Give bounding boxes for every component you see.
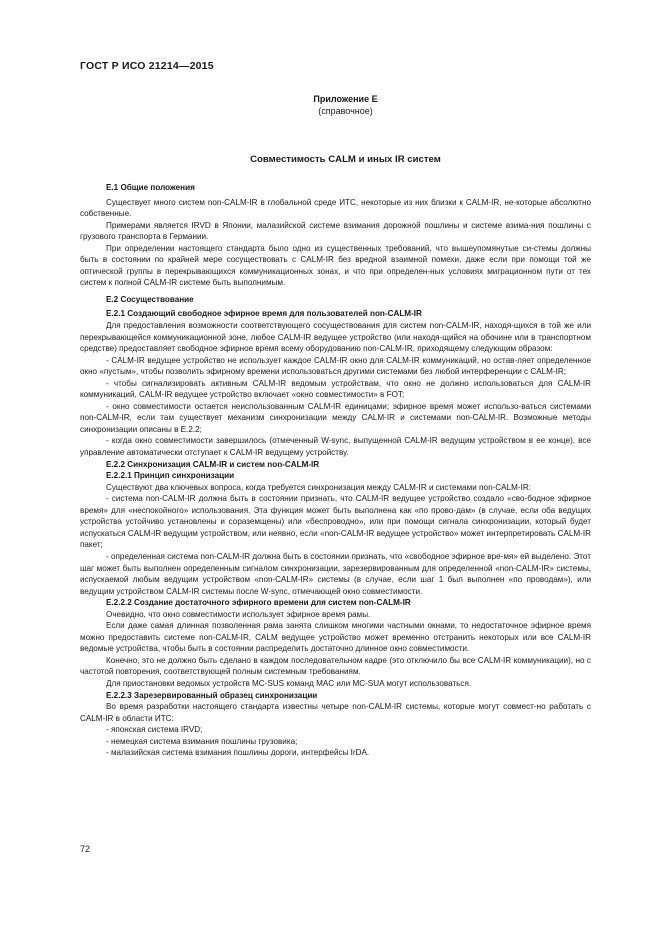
list-item: - немецкая система взимания пошлины грузовика; bbox=[106, 736, 298, 746]
list-item: - чтобы сигнализировать активным CALM-IR ведомым устройствам, что окно не должно использоваться для CALM-IR коммуникаций, CALM-IR ведущее устройство включает «окно совместимости» в FOT; bbox=[80, 378, 591, 400]
paragraph: Очевидно, что окно совместимости использует эфирное время рамы. bbox=[106, 609, 371, 619]
paragraph: При определении настоящего стандарта было одно из существенных требований, что вышеупомянутые си-стемы должны быть в состоянии по крайней мере сосуществовать с CALM-IR без вредной взаимной помехи, даже если при помощи той же оптической группы в перекрывающихся коммуникационных зонах, и что при определен-ных условиях миграционном пути от тех систем к полной CALM-IR системе быть выполнимым. bbox=[80, 243, 591, 288]
standard-header: ГОСТ Р ИСО 21214—2015 bbox=[80, 60, 214, 72]
paragraph: Конечно, это не должно быть сделано в каждом последовательном кадре (это отключило бы все CALM-IR коммуникации), но с частотой повторения, соответствующей полным системным требованиям. bbox=[80, 655, 591, 677]
list-item: - когда окно совместимости завершилось (отмеченный W-sync, выпущенной CALM-IR ведущим устройством в ее конце), все управление автоматически отступает к CALM-IR ведущему устройству. bbox=[80, 436, 591, 458]
paragraph: Во время разработки настоящего стандарта известны четыре non-CALM-IR системы, которые могут совмест-но работать с CALM-IR в области ИТС: bbox=[80, 702, 591, 723]
subsection-heading: Е.2.2 Синхронизация CALM-IR и систем non-CALM-IR bbox=[106, 459, 320, 469]
appendix-title: Совместимость CALM и иных IR систем bbox=[250, 154, 441, 165]
list-item: - японская система IRVD; bbox=[106, 725, 203, 735]
list-item: - малазийская система взимания пошлины дороги, интерфейсы IrDA. bbox=[106, 748, 370, 758]
list-item: - CALM-IR ведущее устройство не использует каждое CALM-IR окно для CALM-IR коммуникаций, но остав-ляет определенное окно «пустым», чтобы позволить эфирному времени использоваться другими системами без любой интерференции с CALM-IR; bbox=[80, 355, 591, 377]
paragraph: Существует много систем non-CALM-IR в глобальной среде ИТС, некоторые из них близки к CALM-IR, не-которые абсолютно собственные. bbox=[80, 197, 591, 219]
page-number: 72 bbox=[80, 844, 91, 854]
section-heading: Е.2 Сосуществование bbox=[106, 294, 194, 304]
paragraph: Существуют два ключевых вопроса, когда требуется синхронизация между CALM-IR и системами non-CALM-IR: bbox=[106, 482, 531, 492]
paragraph: Примерами является IRVD в Японии, малазийской системе взимания дорожной пошлины и системе взима-ния пошлины с грузового транспорта в Германии. bbox=[80, 220, 591, 242]
list-item: - окно совместимости остается неиспользованным CALM-IR единицами; эфирное время может использо-ваться системами non-CALM-IR, если там существует механизм синхронизации между CALM-IR и системами non-CALM-IR. Возможные методы синхронизации описаны в Е.2.2; bbox=[80, 401, 591, 434]
subsection-heading: Е.2.1 Создающий свободное эфирное время для пользователей non-CALM-IR bbox=[106, 309, 422, 319]
paragraph: Если даже самая длинная позволенная рама занята слишком многими частными окнами, то недостаточное эфирное время можно предоставить системе non-CALM-IR, CALM ведущее устройство может временно отстранить некоторых или все CALM-IR ведомые устройства, чтобы быть в состоянии распределить достаточно длинное окно совместимости. bbox=[80, 621, 591, 654]
subsection-heading: Е.2.2.3 Зарезервированный образец синхронизации bbox=[106, 690, 318, 700]
appendix-note: (справочное) bbox=[318, 106, 373, 116]
subsection-heading: Е.2.2.1 Принцип синхронизации bbox=[106, 471, 235, 481]
paragraph: Для приостановки ведомых устройств MC-SUS команд MAC или MC-SUA могут использоваться. bbox=[106, 678, 472, 688]
paragraph: Для предоставления возможности соответствующего сосуществования для систем non-CALM-IR, находя-щихся в той же или перекрывающейся коммуникационной зоне, любое CALM-IR ведущее устройство (или находя-щийся на обочине или в транспортном средстве) предоставляет свободное эфирное время всему оборудованию non-CALM-IR, приходящему следующим образом: bbox=[80, 321, 591, 354]
document-body bbox=[80, 182, 591, 759]
appendix-label: Приложение Е bbox=[313, 94, 378, 104]
section-heading: Е.1 Общие положения bbox=[106, 183, 195, 192]
list-item: - определенная система non-CALM-IR должна быть в состоянии признать, что «свободное эфирное вре-мя» ей выделено. Этот шаг может быть выполнен определенным сигналом синхронизации, зарезервированным для определенной «non-CALM-IR» системы, испускаемой любым ведущим устройством «non-CALM-IR» системы (в случае, если шаг 1 был выполнен «по проводам»), или ведущим устройством CALM-IR системы после W-sync, отмечающей окно совместимости. bbox=[80, 551, 591, 596]
subsection-heading: Е.2.2.2 Создание достаточного эфирного времени для систем non-CALM-IR bbox=[106, 598, 411, 608]
list-item: - система non-CALM-IR должна быть в состоянии признать, что CALM-IR ведущее устройство создало «сво-бодное эфирное время» для «неспокойного» использования. Эта функция может быть выполнена как «по прово-дам» (в случае, если оба ведущих устройства устойчиво установлены и сораземщены) или «беспроводно», или при помощи сигнала синхронизации, который будет испускаться CALM-IR ведущим устройством, или неявно, если «non-CALM-IR ведущее устройство» может интерпретировать CALM-IR пакет; bbox=[80, 494, 591, 550]
